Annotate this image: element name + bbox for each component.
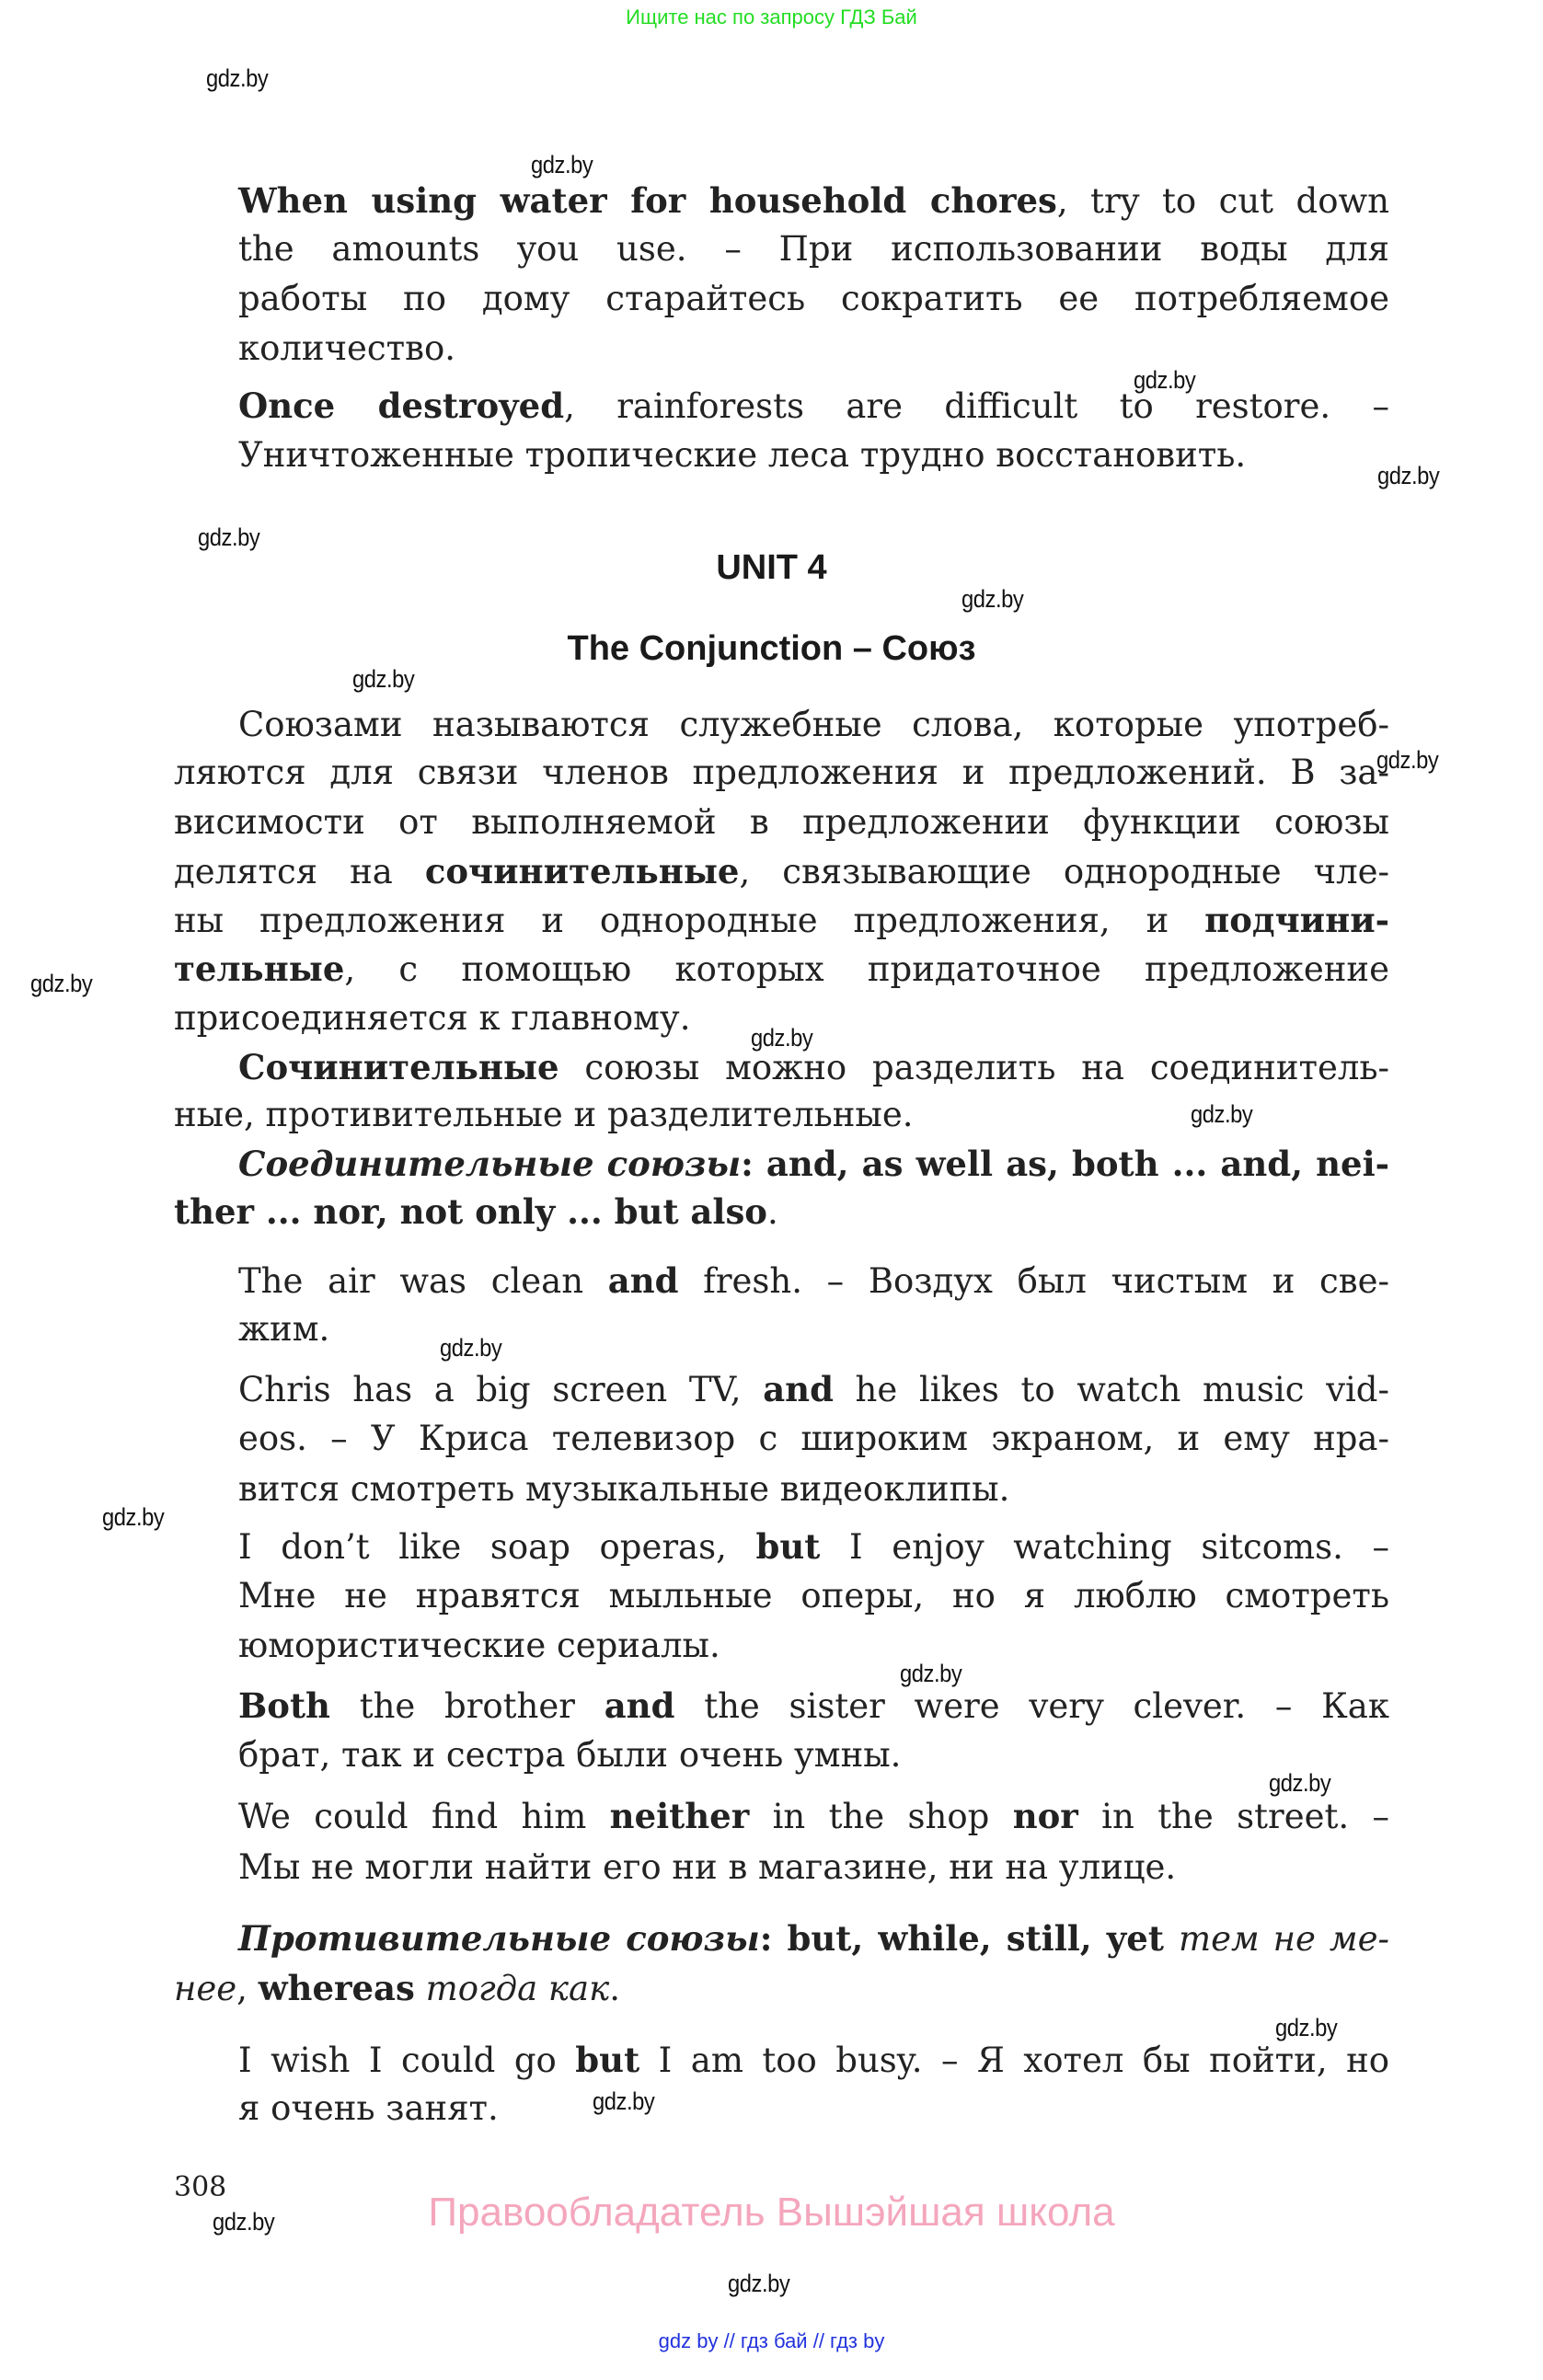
gdz-watermark: gdz.by xyxy=(728,2270,790,2297)
example-sentence: eos. – У Криса телевизор с широким экраном, и ему нра- xyxy=(238,1419,1389,1458)
gdz-watermark: gdz.by xyxy=(1134,366,1196,394)
body-paragraph-line: ляются для связи членов предложения и предложений. В за- xyxy=(174,753,1389,792)
example-sentence: The air was clean and fresh. – Воздух был чистым и све- xyxy=(238,1260,1389,1301)
copyright-notice: Правообладатель Вышэйшая школа xyxy=(428,2190,1115,2235)
body-paragraph-line: ны предложения и однородные предложения, и подчини- xyxy=(174,900,1389,940)
body-paragraph-line: присоединяется к главному. xyxy=(174,998,691,1038)
page-number: 308 xyxy=(174,2171,227,2203)
example-sentence: вится смотреть музыкальные видеоклипы. xyxy=(238,1469,1010,1509)
example-sentence: the amounts you use. – При использовании воды для xyxy=(238,229,1389,269)
body-paragraph-line: делятся на сочинительные, связывающие однородные чле- xyxy=(174,851,1389,891)
unit-heading: UNIT 4 xyxy=(716,548,827,587)
gdz-watermark: gdz.by xyxy=(102,1503,165,1531)
body-paragraph-line: Сочинительные союзы можно разделить на соединитель- xyxy=(238,1047,1389,1087)
gdz-watermark: gdz.by xyxy=(198,523,260,551)
example-sentence: жим. xyxy=(238,1309,330,1349)
conjunction-list-line: нее, whereas тогда как. xyxy=(174,1968,620,2008)
example-sentence: Мы не могли найти его ни в магазине, ни на улице. xyxy=(238,1847,1177,1887)
example-sentence: я очень занят. xyxy=(238,2088,499,2128)
example-sentence: работы по дому старайтесь сократить ее потребляемое xyxy=(238,279,1389,318)
example-sentence: Once destroyed, rainforests are difficult to restore. – xyxy=(238,385,1389,426)
gdz-watermark: gdz.by xyxy=(440,1334,502,1362)
example-sentence: Уничтоженные тропические леса трудно восстановить. xyxy=(238,435,1247,475)
gdz-watermark: gdz.by xyxy=(1376,746,1439,774)
gdz-watermark: gdz.by xyxy=(1275,2014,1338,2041)
gdz-watermark: gdz.by xyxy=(593,2087,655,2115)
example-sentence: брат, так и сестра были очень умны. xyxy=(238,1735,902,1775)
search-banner: Ищите нас по запросу ГДЗ Бай xyxy=(626,6,917,29)
conjunction-list-line: Соединительные союзы: and, as well as, both ... and, nei- xyxy=(238,1144,1390,1184)
gdz-watermark: gdz.by xyxy=(213,2208,275,2236)
gdz-watermark: gdz.by xyxy=(1377,462,1440,489)
gdz-watermark: gdz.by xyxy=(1191,1100,1253,1128)
gdz-watermark: gdz.by xyxy=(352,665,415,693)
section-title: The Conjunction – Союз xyxy=(567,629,976,668)
gdz-watermark: gdz.by xyxy=(1269,1769,1331,1797)
conjunction-list-line: Противительные союзы: but, while, still, yet тем не ме- xyxy=(238,1918,1389,1959)
example-sentence: Мне не нравятся мыльные оперы, но я люблю смотреть xyxy=(238,1576,1389,1615)
example-sentence: юмористические сериалы. xyxy=(238,1626,720,1665)
conjunction-list-line: ther ... nor, not only ... but also. xyxy=(174,1191,778,1232)
example-sentence: We could find him neither in the shop nor in the street. – xyxy=(238,1796,1389,1836)
gdz-watermark: gdz.by xyxy=(206,64,269,92)
body-paragraph-line: висимости от выполняемой в предложении функции союзы xyxy=(174,802,1389,842)
example-sentence: Both the brother and the sister were very clever. – Как xyxy=(238,1685,1389,1726)
footer-links[interactable]: gdz by // гдз бай // гдз by xyxy=(658,2329,885,2352)
body-paragraph-line: ные, противительные и разделительные. xyxy=(174,1095,914,1134)
example-sentence: I wish I could go but I am too busy. – Я хотел бы пойти, но xyxy=(238,2040,1389,2080)
example-sentence: When using water for household chores, try to cut down xyxy=(238,180,1389,221)
gdz-watermark: gdz.by xyxy=(751,1024,813,1052)
body-paragraph-line: тельные, с помощью которых придаточное предложение xyxy=(174,949,1389,989)
gdz-watermark: gdz.by xyxy=(961,585,1024,613)
gdz-watermark: gdz.by xyxy=(30,970,93,997)
example-sentence: I don’t like soap operas, but I enjoy watching sitcoms. – xyxy=(238,1526,1389,1567)
gdz-watermark: gdz.by xyxy=(900,1660,962,1687)
example-sentence: количество. xyxy=(238,328,455,368)
body-paragraph-line: Союзами называются служебные слова, которые употреб- xyxy=(238,705,1389,744)
example-sentence: Chris has a big screen TV, and he likes to watch music vid- xyxy=(238,1369,1389,1409)
gdz-watermark: gdz.by xyxy=(531,151,593,178)
